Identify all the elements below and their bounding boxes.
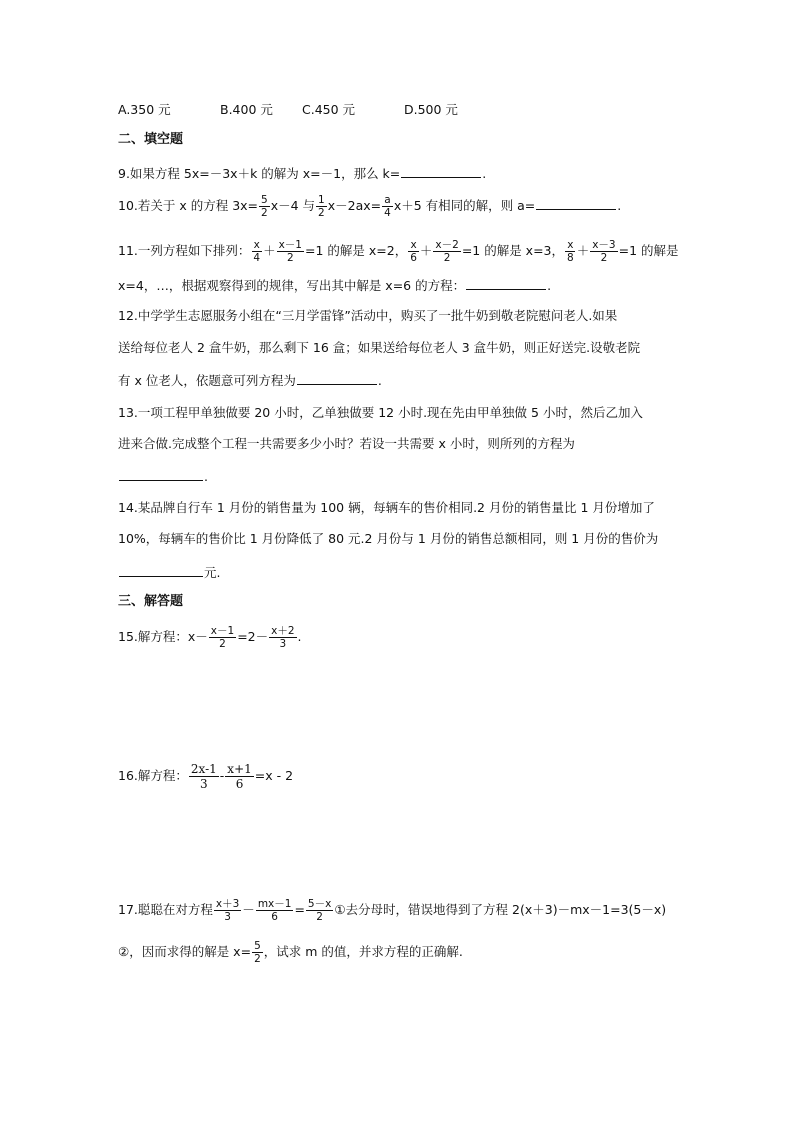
q16-text-1: 16.解方程： <box>118 768 188 783</box>
q14-answer-blank[interactable] <box>119 563 203 577</box>
q9-answer-blank[interactable] <box>401 164 481 178</box>
q14-end: 元. <box>204 565 221 580</box>
q12-end: . <box>377 373 382 388</box>
q11-text-3: =1 的解是 x=3， <box>461 243 565 258</box>
q17-line2-text-2: ，试求 m 的值，并求方程的正确解. <box>263 944 463 959</box>
q17-text-2: ①去分母时，错误地得到了方程 2(x＋3)－mx－1=3(5－x) <box>334 902 667 917</box>
q15-end: . <box>297 629 302 644</box>
question-13-line-3 <box>118 467 208 486</box>
option-c: C.450 元 <box>302 102 356 117</box>
question-13: 13.一项工程甲单独做要 20 小时，乙单独做要 12 小时.现在先由甲单独做 5 小时，然后乙加入 <box>118 405 643 420</box>
q10-text-2: x－4 与 <box>270 198 316 213</box>
q11-answer-blank[interactable] <box>466 276 546 290</box>
q17-line2-text-1: ②，因而求得的解是 x= <box>118 944 252 959</box>
q10-text-4: x＋5 有相同的解，则 a= <box>393 198 536 213</box>
question-14-line-2: 10%，每辆车的售价比 1 月份降低了 80 元.2 月份与 1 月份的销售总额相同，则 1 月份的售价为 <box>118 531 659 546</box>
question-12: 12.中学学生志愿服务小组在“三月学雷锋”活动中，购买了一批牛奶到敬老院慰问老人.如果 <box>118 308 618 323</box>
q15-fraction-1: $\frac{x-1}{2}$ <box>210 625 235 650</box>
question-12-line-3 <box>118 371 382 390</box>
q11-fraction-4: $\frac{x-2}{2}$ <box>435 239 459 264</box>
q17-fraction-3: $\frac{5-x}{2}$ <box>307 898 332 923</box>
q13-answer-blank[interactable] <box>119 467 203 481</box>
q16-fraction-2: $\frac{x+1}{6}$ <box>227 762 252 791</box>
question-14: 14.某品牌自行车 1 月份的销售量为 100 辆，每辆车的售价相同.2 月份的销售量比 1 月份增加了 <box>118 500 655 515</box>
q10-fraction-2: $\frac{1}{2}$ <box>318 194 325 219</box>
question-17-line-2 <box>118 940 463 965</box>
q17-text-1: 17.聪聪在对方程 <box>118 902 213 917</box>
q10-text-3: x－2ax= <box>327 198 382 213</box>
q17-fraction-1: $\frac{x+3}{3}$ <box>215 898 240 923</box>
answer-options <box>118 101 458 119</box>
q10-answer-blank[interactable] <box>536 196 616 210</box>
q17-fraction-4: $\frac{5}{2}$ <box>254 940 261 965</box>
q9-end: . <box>482 166 487 181</box>
q11-plus-3: ＋ <box>576 243 590 258</box>
question-14-line-3 <box>118 563 220 582</box>
q11-fraction-2: $\frac{x-1}{2}$ <box>278 239 302 264</box>
question-11 <box>118 239 679 264</box>
question-10 <box>118 194 621 219</box>
option-d: D.500 元 <box>404 102 458 117</box>
q9-text: 9.如果方程 5x=－3x＋k 的解为 x=－1，那么 k= <box>118 166 401 181</box>
q16-fraction-1: $\frac{2x-1}{3}$ <box>190 762 217 791</box>
question-16 <box>118 762 293 791</box>
q10-text-1: 10.若关于 x 的方程 3x= <box>118 198 259 213</box>
section-solve-title: 三、解答题 <box>118 594 184 609</box>
q10-fraction-1: $\frac{5}{2}$ <box>261 194 268 219</box>
question-17 <box>118 898 666 923</box>
q12-line3-text: 有 x 位老人，依题意可列方程为 <box>118 373 296 388</box>
question-9 <box>118 164 486 183</box>
q16-minus: - <box>219 768 225 783</box>
q17-minus: － <box>242 902 255 917</box>
q11-fraction-5: $\frac{x}{8}$ <box>567 239 574 264</box>
question-13-line-2: 进来合做.完成整个工程一共需要多少小时？若设一共需要 x 小时，则所列的方程为 <box>118 436 575 451</box>
q10-fraction-3: $\frac{a}{4}$ <box>384 194 391 219</box>
q17-fraction-2: $\frac{mx-1}{6}$ <box>257 898 292 923</box>
q11-fraction-6: $\frac{x-3}{2}$ <box>592 239 616 264</box>
option-b: B.400 元 <box>220 102 273 117</box>
section-fill-in-title: 二、填空题 <box>118 132 184 147</box>
question-11-line-2 <box>118 276 551 295</box>
q11-fraction-1: $\frac{x}{4}$ <box>253 239 261 264</box>
q10-end: . <box>617 198 622 213</box>
q15-text-1: 15.解方程：x－ <box>118 629 208 644</box>
q17-equals: = <box>294 902 305 917</box>
q11-end: . <box>547 278 552 293</box>
q11-line2-text: x=4，…，根据观察得到的规律，写出其中解是 x=6 的方程： <box>118 278 466 293</box>
q11-text-2: =1 的解是 x=2， <box>305 243 408 258</box>
q11-text-1: 11.一列方程如下排列： <box>118 243 251 258</box>
q16-text-2: =x - 2 <box>254 768 294 783</box>
q12-answer-blank[interactable] <box>297 371 377 385</box>
q11-plus-2: ＋ <box>419 243 433 258</box>
question-15 <box>118 625 302 650</box>
q11-text-4: =1 的解是 <box>618 243 679 258</box>
question-12-line-2: 送给每位老人 2 盒牛奶，那么剩下 16 盒；如果送给每位老人 3 盒牛奶，则正好送完.设敬老院 <box>118 340 641 355</box>
q13-end: . <box>204 469 208 484</box>
q11-fraction-3: $\frac{x}{6}$ <box>410 239 417 264</box>
q11-plus-1: ＋ <box>263 243 276 258</box>
q15-text-2: =2－ <box>237 629 269 644</box>
option-a: A.350 元 <box>118 102 171 117</box>
q15-fraction-2: $\frac{x+2}{3}$ <box>271 625 295 650</box>
